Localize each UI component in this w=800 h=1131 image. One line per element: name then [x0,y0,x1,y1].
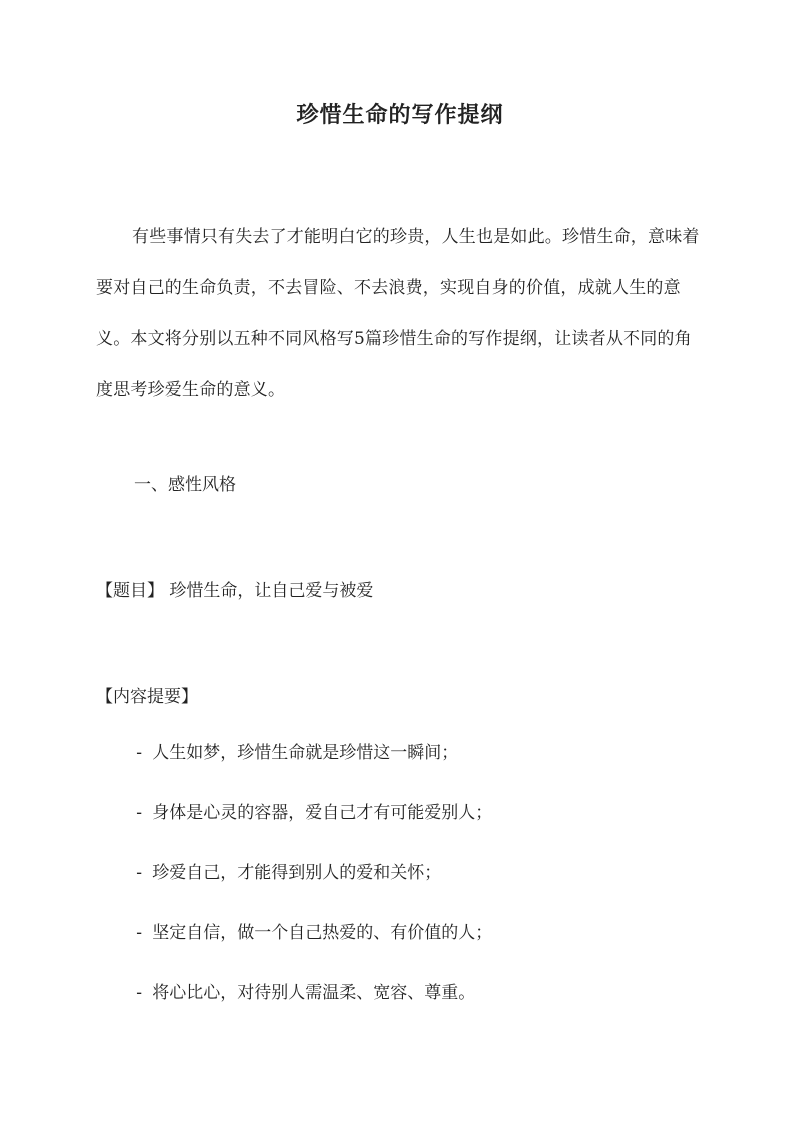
bullet-dash: - [134,983,145,1003]
bullet-text: 人生如梦，珍惜生命就是珍惜这一瞬间； [152,743,459,763]
bullet-dash: - [134,923,145,943]
topic-line [96,576,373,601]
section-heading: 一、感性风格 [134,475,236,495]
list-item [134,981,492,1041]
summary-label: 【内容提要】 [96,687,198,707]
bullet-dash: - [134,863,145,883]
topic-label: 【题目】 [96,581,164,601]
bullet-dash: - [134,803,145,823]
list-item [134,861,492,921]
bullet-text: 将心比心，对待别人需温柔、宽容、尊重。 [152,983,476,1003]
list-item [134,921,492,981]
intro-paragraph: 有些事情只有失去了才能明白它的珍贵，人生也是如此。珍惜生命，意味着要对自己的生命负责，不去冒险、不去浪费，实现自身的价值，成就人生的意义。本文将分别以五种不同风格写5篇珍惜生命的写作提纲，让读者从不同的角度思考珍爱生命的意义。 [96,227,700,400]
list-item [134,741,492,801]
bullet-text: 坚定自信，做一个自己热爱的、有价值的人； [152,923,493,943]
bullet-dash: - [134,743,145,763]
document-title: 珍惜生命的写作提纲 [296,102,504,128]
bullet-text: 身体是心灵的容器，爱自己才有可能爱别人； [152,803,493,823]
summary-bullet-list [134,741,492,1041]
bullet-text: 珍爱自己，才能得到别人的爱和关怀； [152,863,442,883]
list-item [134,801,492,861]
topic-text: 珍惜生命，让自己爱与被爱 [169,581,374,601]
